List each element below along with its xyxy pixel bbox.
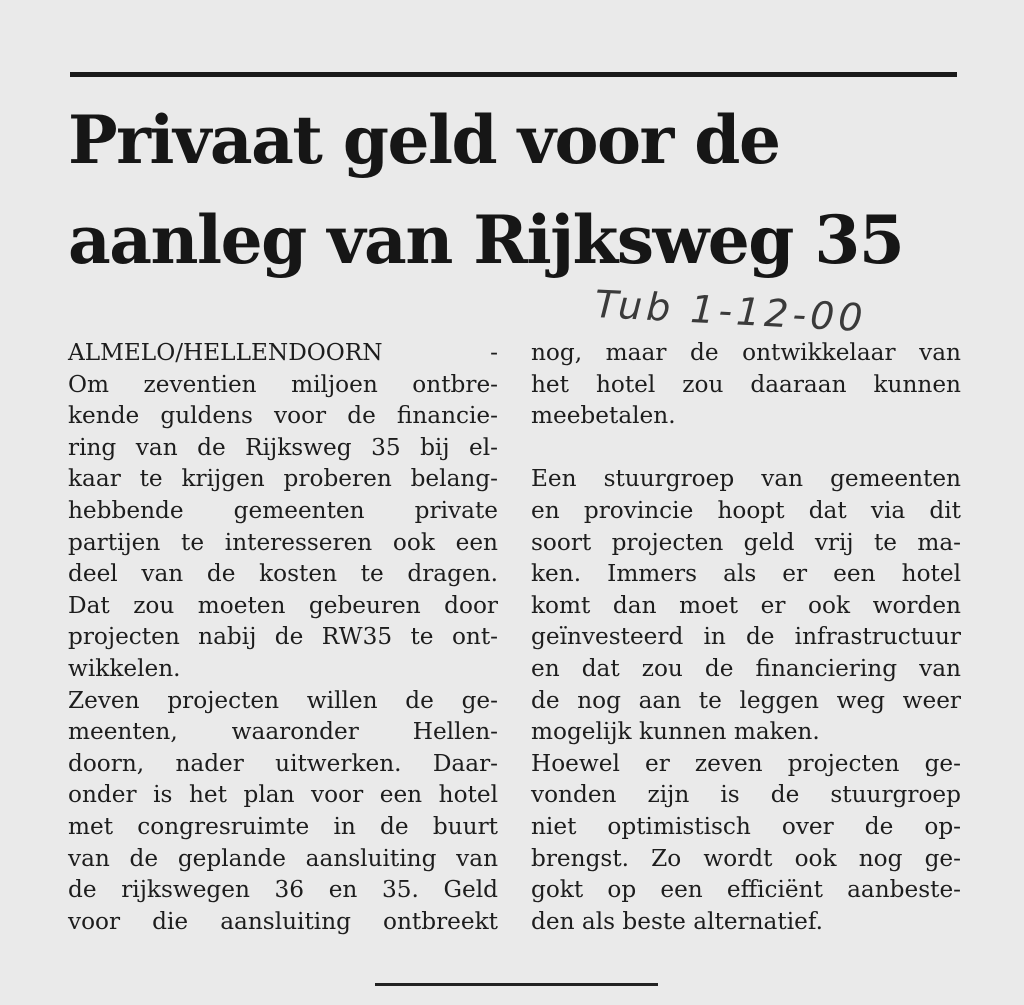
top-rule xyxy=(70,72,957,77)
text-line: brengst. Zo wordt ook nog ge- xyxy=(531,844,961,872)
text-line: niet optimistisch over de op- xyxy=(531,812,961,840)
text-line: soort projecten geld vrij te ma- xyxy=(531,528,961,556)
handwritten-date-note: Tub 1-12-00 xyxy=(593,282,868,341)
text-line: vonden zijn is de stuurgroep xyxy=(531,781,961,809)
text-line: en provincie hoopt dat via dit xyxy=(531,496,961,524)
text-line: Dat zou moeten gebeuren door xyxy=(68,591,498,619)
text-line: Zeven projecten willen de ge- xyxy=(68,686,498,714)
paragraph-gap xyxy=(531,432,961,464)
text-line: projecten nabij de RW35 te ont- xyxy=(68,623,498,651)
text-line: wikkelen. xyxy=(68,654,181,682)
text-line: den als beste alternatief. xyxy=(531,907,823,935)
text-line: nog, maar de ontwikkelaar van xyxy=(531,339,961,366)
text-line: Om zeventien miljoen ontbre- xyxy=(68,370,498,398)
text-line: voor die aansluiting ontbreekt xyxy=(68,907,498,935)
text-line: het hotel zou daaraan kunnen xyxy=(531,370,961,398)
bottom-rule xyxy=(375,983,658,986)
text-line: onder is het plan voor een hotel xyxy=(68,781,498,809)
text-line: mogelijk kunnen maken. xyxy=(531,718,820,746)
article-column-left xyxy=(68,337,498,937)
text-line: kende guldens voor de financie- xyxy=(68,402,498,430)
text-line: hebbende gemeenten private xyxy=(68,496,498,524)
text-line: meebetalen. xyxy=(531,402,676,430)
text-line: geïnvesteerd in de infrastructuur xyxy=(531,623,961,651)
text-line: komt dan moet er ook worden xyxy=(531,591,961,619)
text-line: Een stuurgroep van gemeenten xyxy=(531,465,961,493)
text-line: ring van de Rijksweg 35 bij el- xyxy=(68,433,498,461)
text-line: de rijkswegen 36 en 35. Geld xyxy=(68,876,498,904)
text-line: partijen te interesseren ook een xyxy=(68,528,498,556)
text-line: ken. Immers als er een hotel xyxy=(531,560,961,588)
headline-line-1: Privaat geld voor de xyxy=(68,101,780,179)
article-column-right xyxy=(531,337,961,937)
text-line: van de geplande aansluiting van xyxy=(68,844,498,872)
text-line: doorn, nader uitwerken. Daar- xyxy=(68,749,498,777)
text-line: deel van de kosten te dragen. xyxy=(68,560,498,588)
text-line: en dat zou de financiering van xyxy=(531,654,961,682)
headline xyxy=(68,90,968,290)
text-line: ALMELO/HELLENDOORN - xyxy=(68,339,498,366)
headline-line-2: aanleg van Rijksweg 35 xyxy=(68,201,904,279)
text-line: de nog aan te leggen weg weer xyxy=(531,686,961,714)
text-line: met congresruimte in de buurt xyxy=(68,812,498,840)
text-line: kaar te krijgen proberen belang- xyxy=(68,465,498,493)
text-line: Hoewel er zeven projecten ge- xyxy=(531,749,961,777)
text-line: gokt op een efficiënt aanbeste- xyxy=(531,876,961,904)
text-line: meenten, waaronder Hellen- xyxy=(68,718,498,746)
